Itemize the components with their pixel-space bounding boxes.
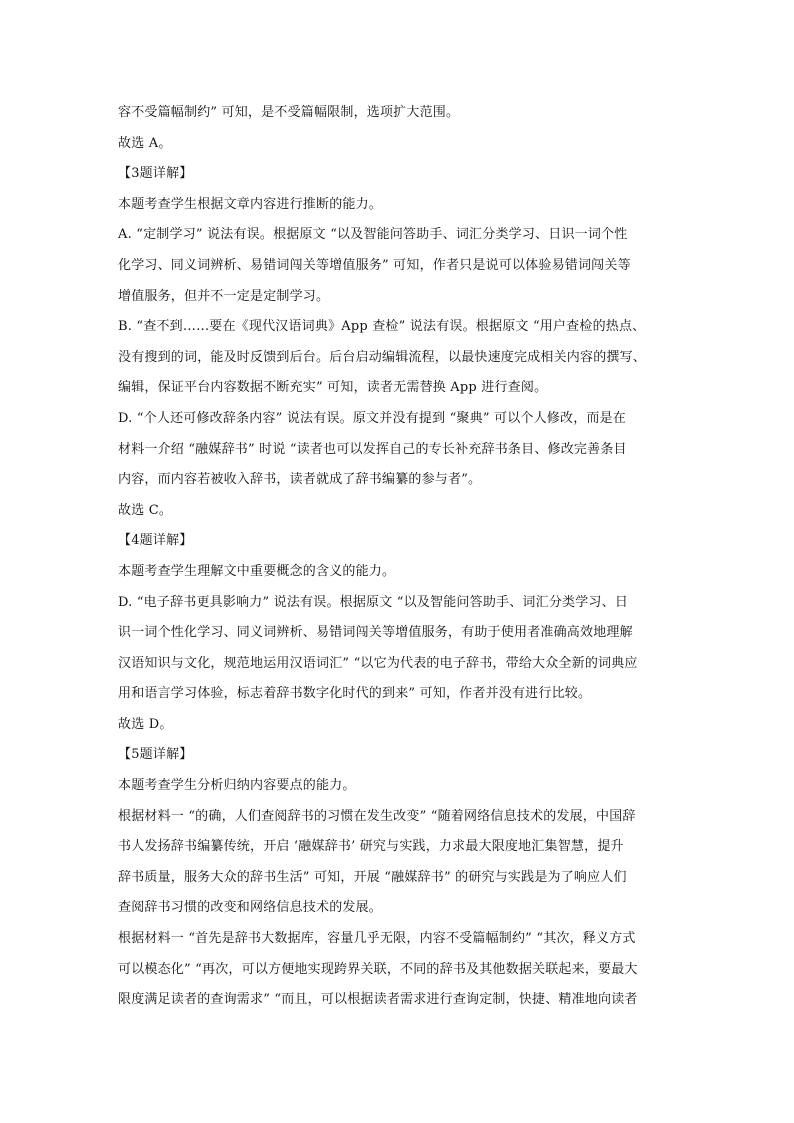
section-heading: 【3题详解】 <box>118 166 193 182</box>
text-line: 本题考查学生理解文中重要概念的含义的能力。 <box>118 563 396 579</box>
text-line: 识一词个性化学习、同义词辨析、易错词闯关等增值服务，有助于使用者准确高效地理解 <box>118 625 633 641</box>
text-line: 本题考查学生根据文章内容进行推断的能力。 <box>118 196 383 212</box>
answer-line: 故选 D。 <box>118 716 173 732</box>
text-line: 没有搜到的词，能及时反馈到后台。后台启动编辑流程，以最快速度完成相关内容的撰写、 <box>118 349 647 365</box>
text-line: 增值服务，但并不一定是定制学习。 <box>118 288 330 304</box>
text-line: 书人发扬辞书编纂传统，开启 ‘融媒辞书’ 研究与实践，力求最大限度地汇集智慧，提升 <box>118 839 624 855</box>
text-line: 容不受篇幅制约” 可知，是不受篇幅限制，选项扩大范围。 <box>118 105 460 120</box>
section-heading: 【4题详解】 <box>118 533 193 549</box>
section-heading: 【5题详解】 <box>118 747 193 763</box>
text-line: 查阅辞书习惯的改变和网络信息技术的发展。 <box>118 900 383 916</box>
text-line: D. “个人还可修改辞条内容” 说法有误。原文并没有提到 “聚典” 可以个人修改，而是在 <box>118 410 627 426</box>
text-line: 本题考查学生分析归纳内容要点的能力。 <box>118 778 356 794</box>
text-line: 可以模态化” “再次，可以方便地实现跨界关联，不同的辞书及其他数据关联起来，要最大 <box>118 961 638 977</box>
text-line: A. “定制学习” 说法有误。根据原文 “以及智能问答助手、词汇分类学习、日识一词个性 <box>118 227 628 243</box>
text-line: 化学习、同义词辨析、易错词闯关等增值服务” 可知，作者只是说可以体验易错词闯关等 <box>118 257 631 273</box>
document-page <box>118 98 678 1016</box>
text-line: 材料一介绍 “融媒辞书” 时说 “读者也可以发挥自己的专长补充辞书条目、修改完善条目 <box>118 441 627 457</box>
text-line: 内容，而内容若被收入辞书，读者就成了辞书编纂的参与者”。 <box>118 472 482 488</box>
text-line: 辞书质量，服务大众的辞书生活” 可知，开展 “融媒辞书” 的研究与实践是为了响应人们 <box>118 869 627 885</box>
text-line: D. “电子辞书更具影响力” 说法有误。根据原文 “以及智能问答助手、词汇分类学习、日 <box>118 594 629 610</box>
text-line: 汉语知识与文化，规范地运用汉语词汇” “以它为代表的电子辞书，带给大众全新的词典应 <box>118 655 638 671</box>
text-line: 根据材料一 “首先是辞书大数据库，容量几乎无限，内容不受篇幅制约” “其次，释义方式 <box>118 931 636 947</box>
text-line: B. “查不到……要在《现代汉语词典》App 查检” 说法有误。根据原文 “用户查检的热点、 <box>118 319 646 335</box>
text-line: 编辑，保证平台内容数据不断充实” 可知，读者无需替换 App 进行查阅。 <box>118 380 548 396</box>
text-line: 根据材料一 “的确，人们查阅辞书的习惯在发生改变” “随着网络信息技术的发展，中国辞 <box>118 808 636 824</box>
answer-line: 故选 C。 <box>118 502 173 518</box>
text-line: 限度满足读者的查询需求” “而且，可以根据读者需求进行查询定制，快捷、精准地向读者 <box>118 992 638 1008</box>
text-line: 用和语言学习体验，标志着辞书数字化时代的到来” 可知，作者并没有进行比较。 <box>118 686 592 702</box>
answer-line: 故选 A。 <box>118 135 172 151</box>
